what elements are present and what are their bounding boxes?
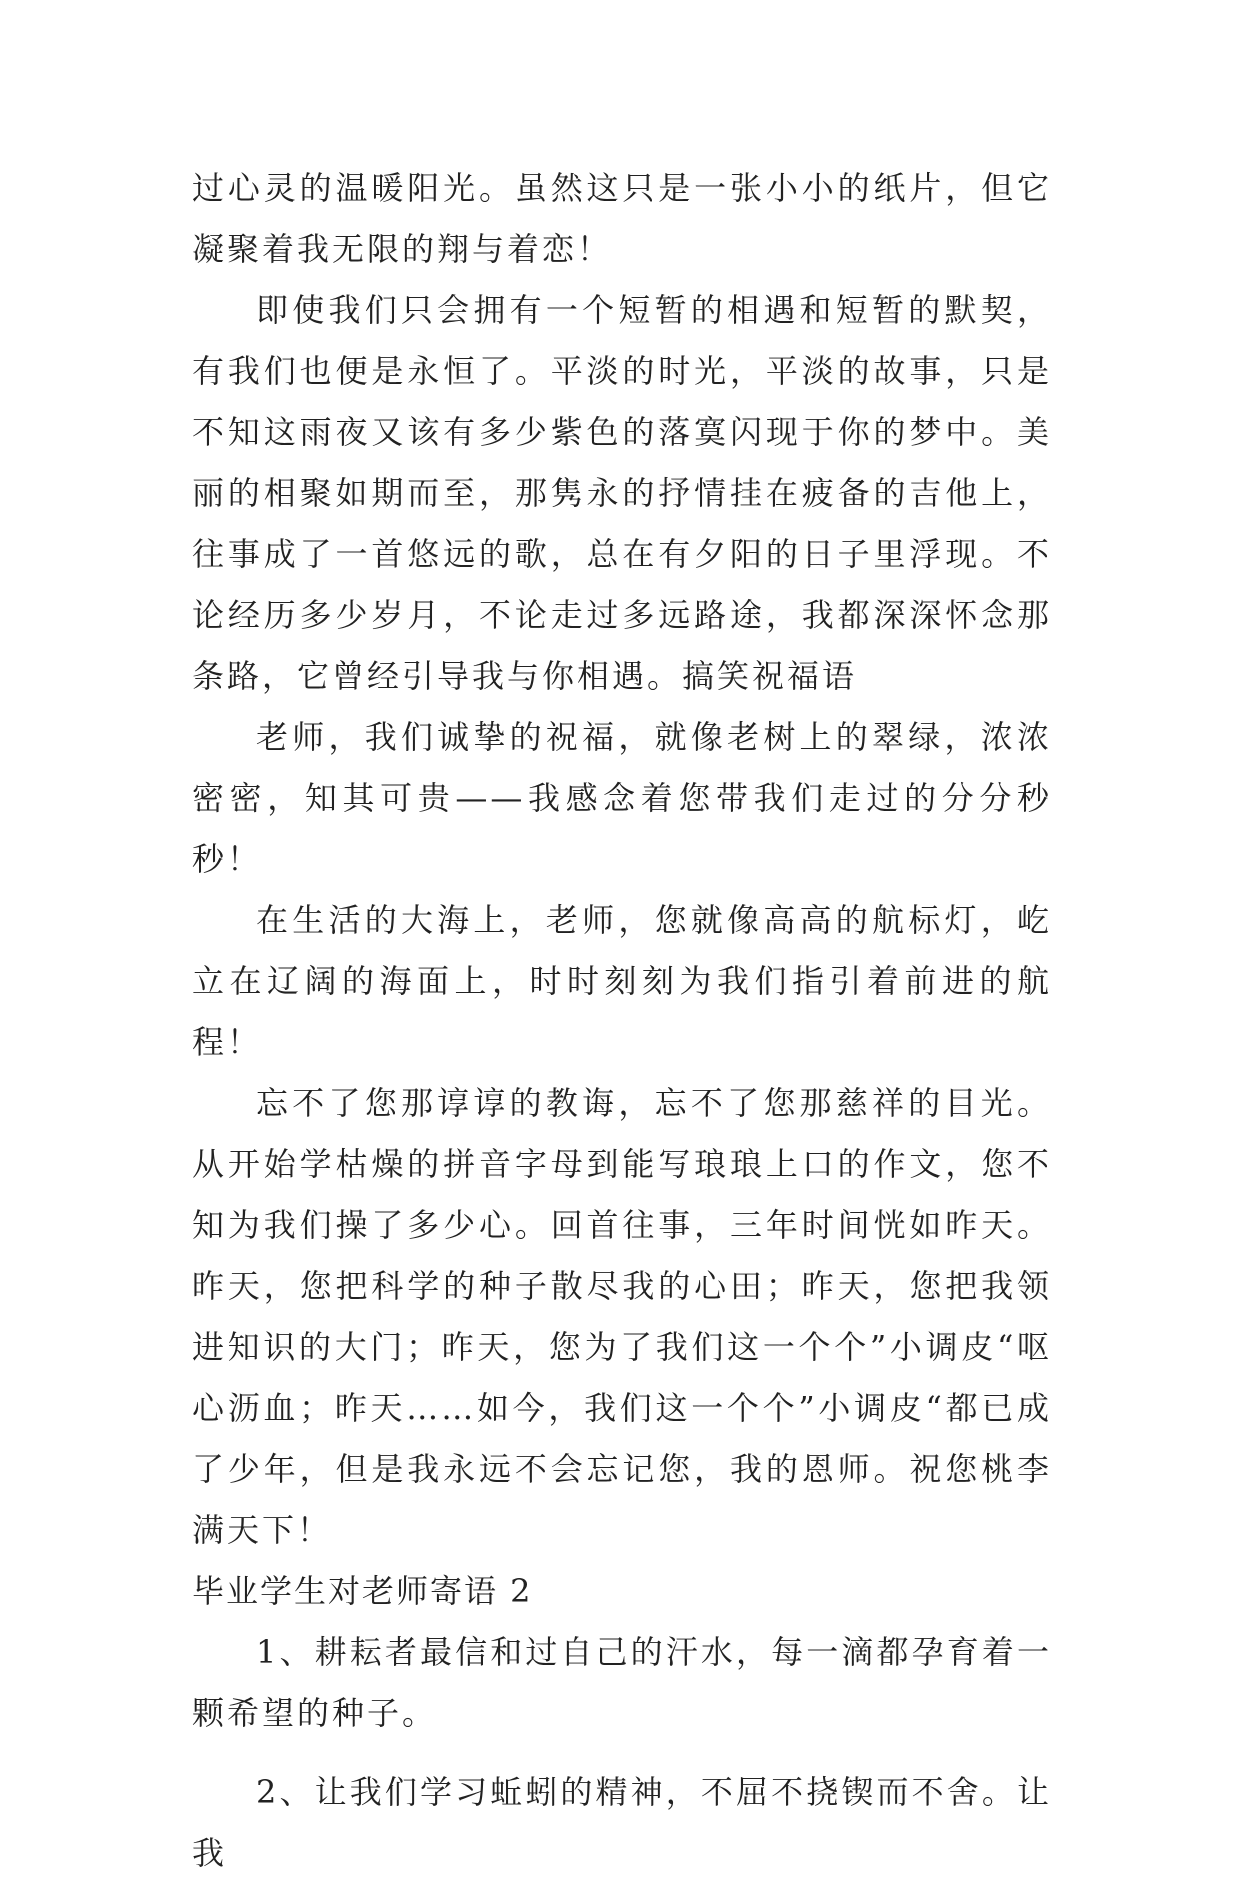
- section-heading: 毕业学生对老师寄语 2: [192, 1572, 533, 1610]
- list-item-2: 2、让我们学习蚯蚓的精神，不屈不挠锲而不舍。让我: [192, 1773, 1052, 1872]
- document-body: [192, 158, 1052, 1884]
- paragraph-4: 在生活的大海上，老师，您就像高高的航标灯，屹立在辽阔的海面上，时时刻刻为我们指引着前进的航程！: [192, 901, 1052, 1061]
- list-item-1: 1、耕耘者最信和过自己的汗水，每一滴都孕育着一颗希望的种子。: [192, 1633, 1052, 1732]
- paragraph-5: 忘不了您那谆谆的教诲，忘不了您那慈祥的目光。从开始学枯燥的拼音字母到能写琅琅上口的作文，您不知为我们操了多少心。回首往事，三年时间恍如昨天。昨天，您把科学的种子散尽我的心田；昨天，您把我领进知识的大门；昨天，您为了我们这一个个”小调皮“呕心沥血；昨天……如今，我们这一个个”小调皮“都已成了少年，但是我永远不会忘记您，我的恩师。祝您桃李满天下！: [192, 1084, 1052, 1549]
- paragraph-1: 过心灵的温暖阳光。虽然这只是一张小小的纸片，但它凝聚着我无限的翔与着恋！: [192, 169, 1052, 268]
- paragraph-2: 即使我们只会拥有一个短暂的相遇和短暂的默契，有我们也便是永恒了。平淡的时光，平淡的故事，只是不知这雨夜又该有多少紫色的落寞闪现于你的梦中。美丽的相聚如期而至，那隽永的抒情挂在疲备的吉他上，往事成了一首悠远的歌，总在有夕阳的日子里浮现。不论经历多少岁月，不论走过多远路途，我都深深怀念那条路，它曾经引导我与你相遇。搞笑祝福语: [192, 291, 1052, 695]
- paragraph-3: 老师，我们诚挚的祝福，就像老树上的翠绿，浓浓密密，知其可贵——我感念着您带我们走过的分分秒秒！: [192, 718, 1052, 878]
